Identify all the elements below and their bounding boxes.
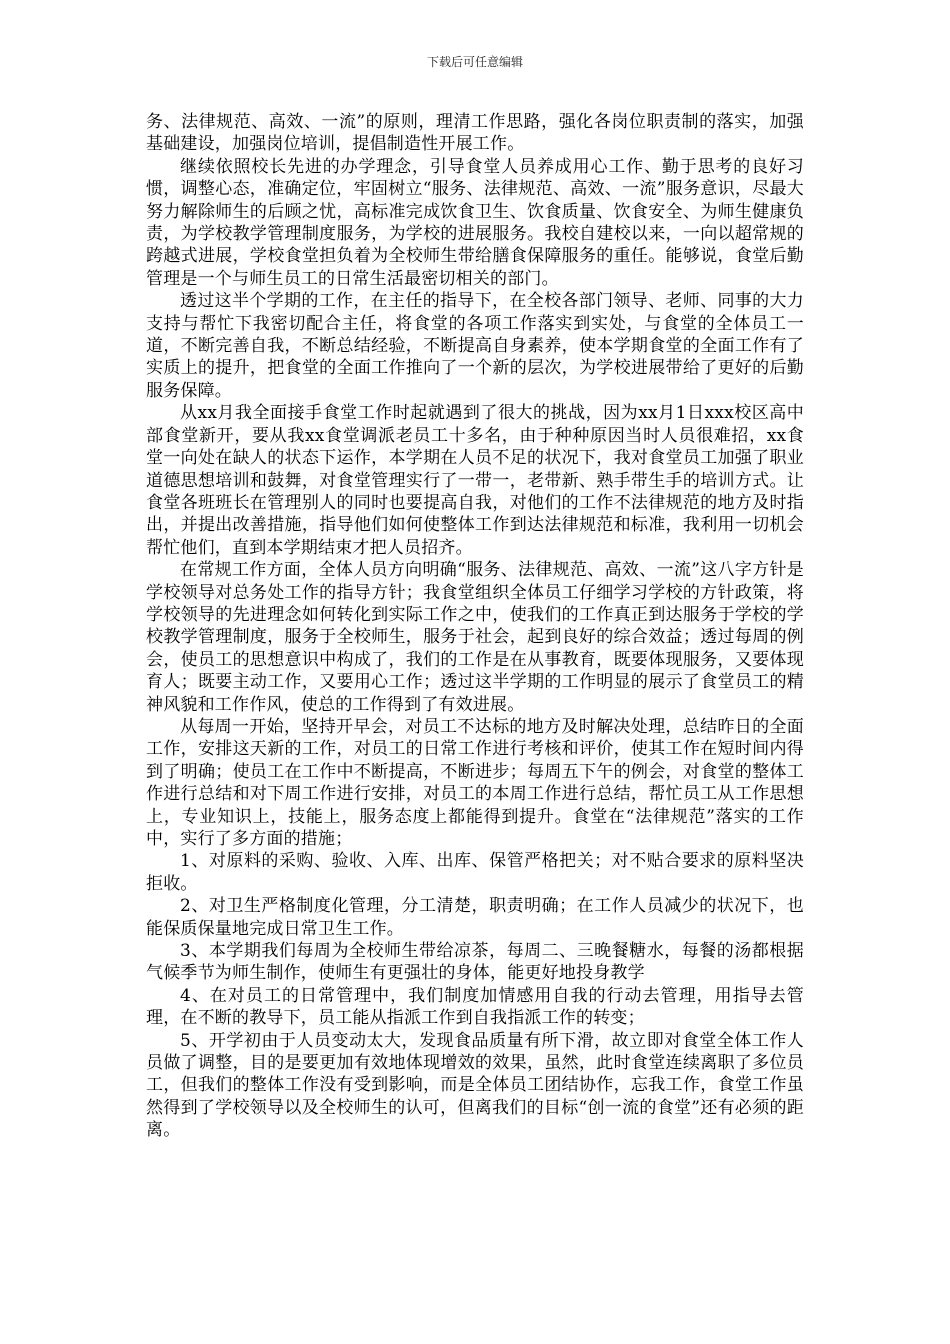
list-item-2: 2、对卫生严格制度化管理，分工清楚，职责明确；在工作人员减少的状况下，也能保质保量地完成日常卫生工作。	[146, 896, 804, 939]
paragraph-4: 从xx月我全面接手食堂工作时起就遇到了很大的挑战，因为xx月1日xxx校区高中部食堂新开，要从我xx食堂调派老员工十多名，由于种种原因当时人员很难招，xx食堂一向处在缺人的状态下运作，本学期在人员不足的状况下，我对食堂员工加强了职业道德思想培训和鼓舞，对食堂管理实行了一带一，老带新、熟手带生手的培训方式。让食堂各班班长在管理别人的同时也要提高自我，对他们的工作不法律规范的地方及时指出，并提出改善措施，指导他们如何使整体工作到达法律规范和标准，我利用一切机会帮忙他们，直到本学期结束才把人员招齐。	[146, 403, 804, 558]
page-header: 下载后可任意编辑	[426, 55, 523, 69]
paragraph-5: 在常规工作方面，全体人员方向明确“服务、法律规范、高效、一流”这八字方针是学校领导对总务处工作的指导方针；我食堂组织全体员工仔细学习学校的方针政策，将学校领导的先进理念如何转化到实际工作之中，使我们的工作真正到达服务于学校的学校教学管理制度，服务于全校师生，服务于社会，起到良好的综合效益；透过每周的例会，使员工的思想意识中构成了，我们的工作是在从事教育，既要体现服务，又要体现育人；既要主动工作，又要用心工作；透过这半学期的工作明显的展示了食堂员工的精神风貌和工作作风，使总的工作得到了有效进展。	[146, 560, 804, 715]
paragraph-2: 继续依照校长先进的办学理念，引导食堂人员养成用心工作、勤于思考的良好习惯，调整心态，准确定位，牢固树立“服务、法律规范、高效、一流”服务意识，尽最大努力解除师生的后顾之忧，高标准完成饮食卫生、饮食质量、饮食安全、为师生健康负责，为学校教学管理制度服务，为学校的进展服务。我校自建校以来，一向以超常规的跨越式进展，学校食堂担负着为全校师生带给膳食保障服务的重任。能够说，食堂后勤管理是一个与师生员工的日常生活最密切相关的部门。	[146, 156, 804, 289]
paragraph-1: 务、法律规范、高效、一流”的原则，理清工作思路，强化各岗位职责制的落实，加强基础建设，加强岗位培训，提倡制造性开展工作。	[146, 112, 804, 155]
list-item-3: 3、本学期我们每周为全校师生带给凉茶，每周二、三晚餐糖水，每餐的汤都根据气候季节为师生制作，使师生有更强壮的身体，能更好地投身教学	[146, 941, 804, 984]
paragraph-3: 透过这半个学期的工作，在主任的指导下，在全校各部门领导、老师、同事的大力支持与帮忙下我密切配合主任，将食堂的各项工作落实到实处，与食堂的全体员工一道，不断完善自我，不断总结经验，不断提高自身素养，使本学期食堂的全面工作有了实质上的提升，把食堂的全面工作推向了一个新的层次，为学校进展带给了更好的后勤服务保障。	[146, 291, 804, 401]
paragraph-6: 从每周一开始，坚持开早会，对员工不达标的地方及时解决处理，总结昨日的全面工作，安排这天新的工作，对员工的日常工作进行考核和评价，使其工作在短时间内得到了明确；使员工在工作中不断提高，不断进步；每周五下午的例会，对食堂的整体工作进行总结和对下周工作进行安排，对员工的本周工作进行总结，帮忙员工从工作思想上，专业知识上，技能上，服务态度上都能得到提升。食堂在“法律规范”落实的工作中，实行了多方面的措施；	[146, 716, 804, 849]
list-item-4: 4、在对员工的日常管理中，我们制度加情感用自我的行动去管理，用指导去管理，在不断的教导下，员工能从指派工作到自我指派工作的转变；	[146, 985, 804, 1029]
list-item-1: 1、对原料的采购、验收、入库、出库、保管严格把关；对不贴合要求的原料坚决拒收。	[146, 851, 804, 894]
document-body	[146, 111, 804, 1142]
list-item-5: 5、开学初由于人员变动太大，发现食品质量有所下滑，故立即对食堂全体工作人员做了调整，目的是要更加有效地体现增效的效果，虽然，此时食堂连续离职了多位员工，但我们的整体工作没有受到影响，而是全体员工团结协作，忘我工作，食堂工作虽然得到了学校领导以及全校师生的认可，但离我们的目标“创一流的食堂”还有必须的距离。	[146, 1030, 804, 1141]
